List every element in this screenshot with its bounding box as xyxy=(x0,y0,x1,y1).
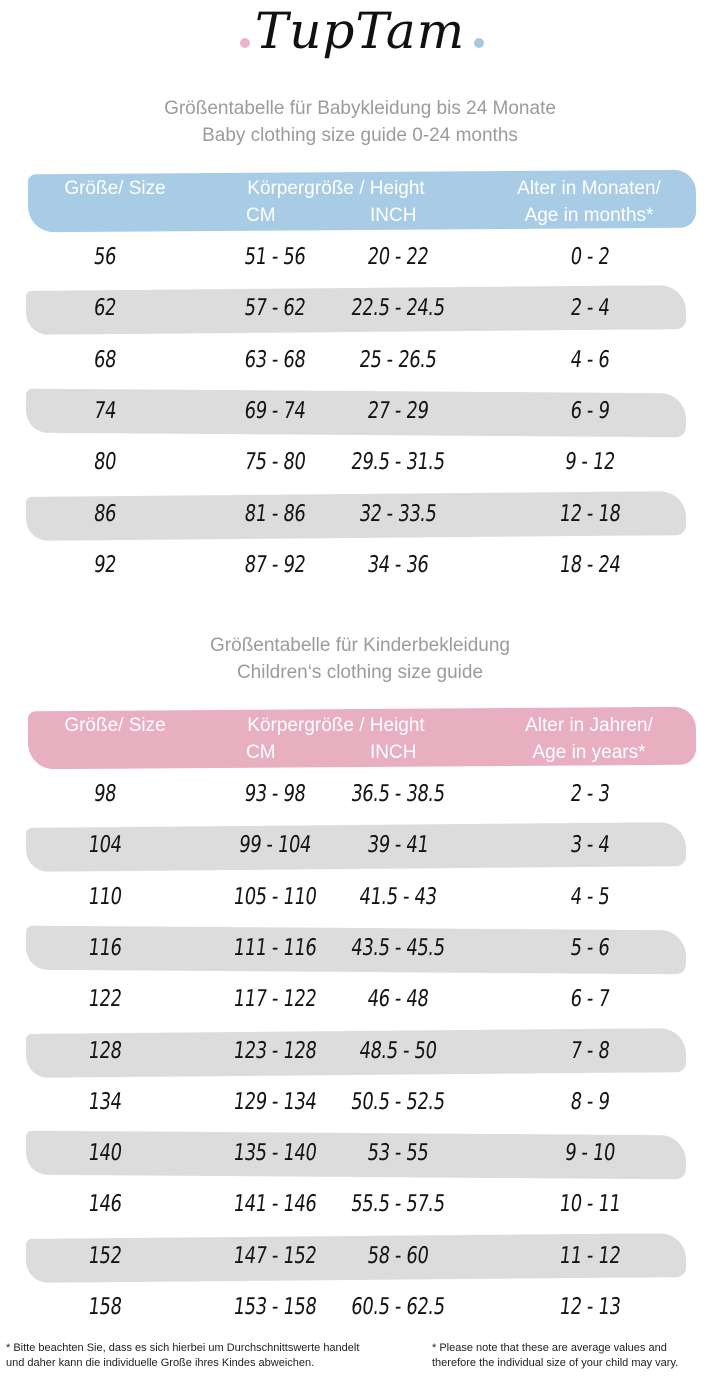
cell-size: 128 xyxy=(86,1037,124,1064)
cell-cm: 153 - 158 xyxy=(231,1294,319,1320)
cell-age: 12 - 18 xyxy=(557,500,623,527)
footnote-en-line1: * Please note that these are average values and xyxy=(432,1342,667,1354)
baby-header-age xyxy=(484,175,694,229)
footnote-en xyxy=(432,1341,678,1371)
cell-age: 3 - 4 xyxy=(569,832,611,859)
cell-cm: 69 - 74 xyxy=(242,397,308,424)
cell-age: 10 - 11 xyxy=(557,1191,623,1218)
baby-title-de: Größentabelle für Babykleidung bis 24 Monate xyxy=(164,98,556,119)
cell-age: 7 - 8 xyxy=(569,1037,611,1064)
cell-age: 4 - 6 xyxy=(569,346,611,373)
cell-size: 80 xyxy=(92,449,118,476)
cell-age: 11 - 12 xyxy=(557,1242,623,1269)
cell-inch: 25 - 26.5 xyxy=(357,346,439,373)
cell-inch: 46 - 48 xyxy=(365,986,431,1013)
baby-header-age-de: Alter in Monaten/ xyxy=(517,178,661,199)
baby-header-inch: INCH xyxy=(370,205,417,226)
kids-header-height xyxy=(206,712,466,766)
cell-inch: 48.5 - 50 xyxy=(357,1037,439,1064)
cell-cm: 105 - 110 xyxy=(231,883,319,910)
cell-cm: 63 - 68 xyxy=(242,346,308,373)
cell-size: 98 xyxy=(92,781,118,807)
cell-inch: 39 - 41 xyxy=(365,832,431,859)
cell-inch: 43.5 - 45.5 xyxy=(349,934,447,961)
cell-cm: 141 - 146 xyxy=(231,1191,319,1218)
baby-header-cm: CM xyxy=(246,205,276,226)
cell-cm: 99 - 104 xyxy=(237,832,313,859)
cell-size: 158 xyxy=(86,1294,124,1320)
cell-inch: 50.5 - 52.5 xyxy=(349,1088,447,1115)
kids-title-de: Größentabelle für Kinderbekleidung xyxy=(210,635,510,656)
cell-size: 62 xyxy=(92,295,118,322)
cell-size: 152 xyxy=(86,1242,124,1269)
cell-age: 2 - 3 xyxy=(569,781,611,807)
cell-inch: 20 - 22 xyxy=(365,244,431,270)
cell-inch: 53 - 55 xyxy=(365,1140,431,1167)
cell-age: 5 - 6 xyxy=(569,934,611,961)
cell-size: 110 xyxy=(86,883,124,910)
kids-header-age-en: Age in years* xyxy=(532,742,646,763)
kids-title-en: Children‘s clothing size guide xyxy=(236,662,484,683)
baby-header-height-label: Körpergröße / Height xyxy=(247,178,425,199)
footnote-de xyxy=(6,1341,359,1371)
kids-header-inch: INCH xyxy=(370,742,417,763)
cell-inch: 58 - 60 xyxy=(365,1242,431,1269)
cell-age: 4 - 5 xyxy=(569,883,611,910)
kids-header-age-de: Alter in Jahren/ xyxy=(525,715,653,736)
baby-header-age-en: Age in months* xyxy=(524,205,654,226)
cell-age: 0 - 2 xyxy=(569,244,611,270)
cell-cm: 129 - 134 xyxy=(231,1088,319,1115)
cell-age: 9 - 10 xyxy=(563,1140,617,1167)
cell-cm: 147 - 152 xyxy=(231,1242,319,1269)
cell-size: 140 xyxy=(86,1140,124,1167)
cell-inch: 60.5 - 62.5 xyxy=(349,1294,447,1320)
cell-age: 12 - 13 xyxy=(557,1294,623,1320)
cell-inch: 27 - 29 xyxy=(365,397,431,424)
cell-size: 134 xyxy=(86,1088,124,1115)
footnote-en-line2: therefore the individual size of your child may vary. xyxy=(432,1357,679,1369)
cell-cm: 123 - 128 xyxy=(231,1037,319,1064)
baby-header-height xyxy=(206,175,466,229)
cell-size: 56 xyxy=(92,244,118,270)
cell-inch: 55.5 - 57.5 xyxy=(349,1191,447,1218)
cell-inch: 41.5 - 43 xyxy=(357,883,439,910)
baby-header-size: Größe/ Size xyxy=(64,178,166,199)
cell-size: 122 xyxy=(86,986,124,1013)
cell-size: 104 xyxy=(86,832,124,859)
cell-cm: 75 - 80 xyxy=(242,449,308,476)
cell-size: 86 xyxy=(92,500,118,527)
cell-cm: 51 - 56 xyxy=(242,244,308,270)
kids-header-size: Größe/ Size xyxy=(64,715,166,736)
logo-text: TupTam xyxy=(254,2,466,60)
baby-section-title xyxy=(0,95,720,149)
kids-section-title xyxy=(0,632,720,686)
baby-title-en: Baby clothing size guide 0-24 months xyxy=(202,125,518,146)
cell-inch: 22.5 - 24.5 xyxy=(349,295,447,322)
cell-size: 92 xyxy=(92,551,118,578)
cell-inch: 32 - 33.5 xyxy=(357,500,439,527)
cell-cm: 57 - 62 xyxy=(242,295,308,322)
kids-header-cm: CM xyxy=(246,742,276,763)
brand-logo xyxy=(0,0,720,80)
cell-cm: 93 - 98 xyxy=(242,781,308,807)
cell-inch: 34 - 36 xyxy=(365,551,431,578)
cell-size: 74 xyxy=(92,397,118,424)
cell-size: 146 xyxy=(86,1191,124,1218)
kids-header-age xyxy=(484,712,694,766)
cell-cm: 117 - 122 xyxy=(231,986,319,1013)
cell-cm: 81 - 86 xyxy=(242,500,308,527)
cell-size: 116 xyxy=(86,934,124,961)
cell-cm: 111 - 116 xyxy=(231,934,319,961)
cell-cm: 87 - 92 xyxy=(242,551,308,578)
cell-inch: 36.5 - 38.5 xyxy=(349,781,447,807)
cell-age: 8 - 9 xyxy=(569,1088,611,1115)
footnote-de-line1: * Bitte beachten Sie, dass es sich hierbei um Durchschnittswerte handelt xyxy=(6,1342,360,1354)
footnote-de-line2: und daher kann die individuelle Große ihres Kindes abweichen. xyxy=(6,1357,315,1369)
cell-age: 9 - 12 xyxy=(563,449,617,476)
logo-dot-blue xyxy=(474,38,484,48)
kids-header-height-label: Körpergröße / Height xyxy=(247,715,425,736)
cell-cm: 135 - 140 xyxy=(231,1140,319,1167)
cell-inch: 29.5 - 31.5 xyxy=(349,449,447,476)
cell-size: 68 xyxy=(92,346,118,373)
cell-age: 2 - 4 xyxy=(569,295,611,322)
cell-age: 6 - 7 xyxy=(569,986,611,1013)
cell-age: 18 - 24 xyxy=(557,551,623,578)
cell-age: 6 - 9 xyxy=(569,397,611,424)
